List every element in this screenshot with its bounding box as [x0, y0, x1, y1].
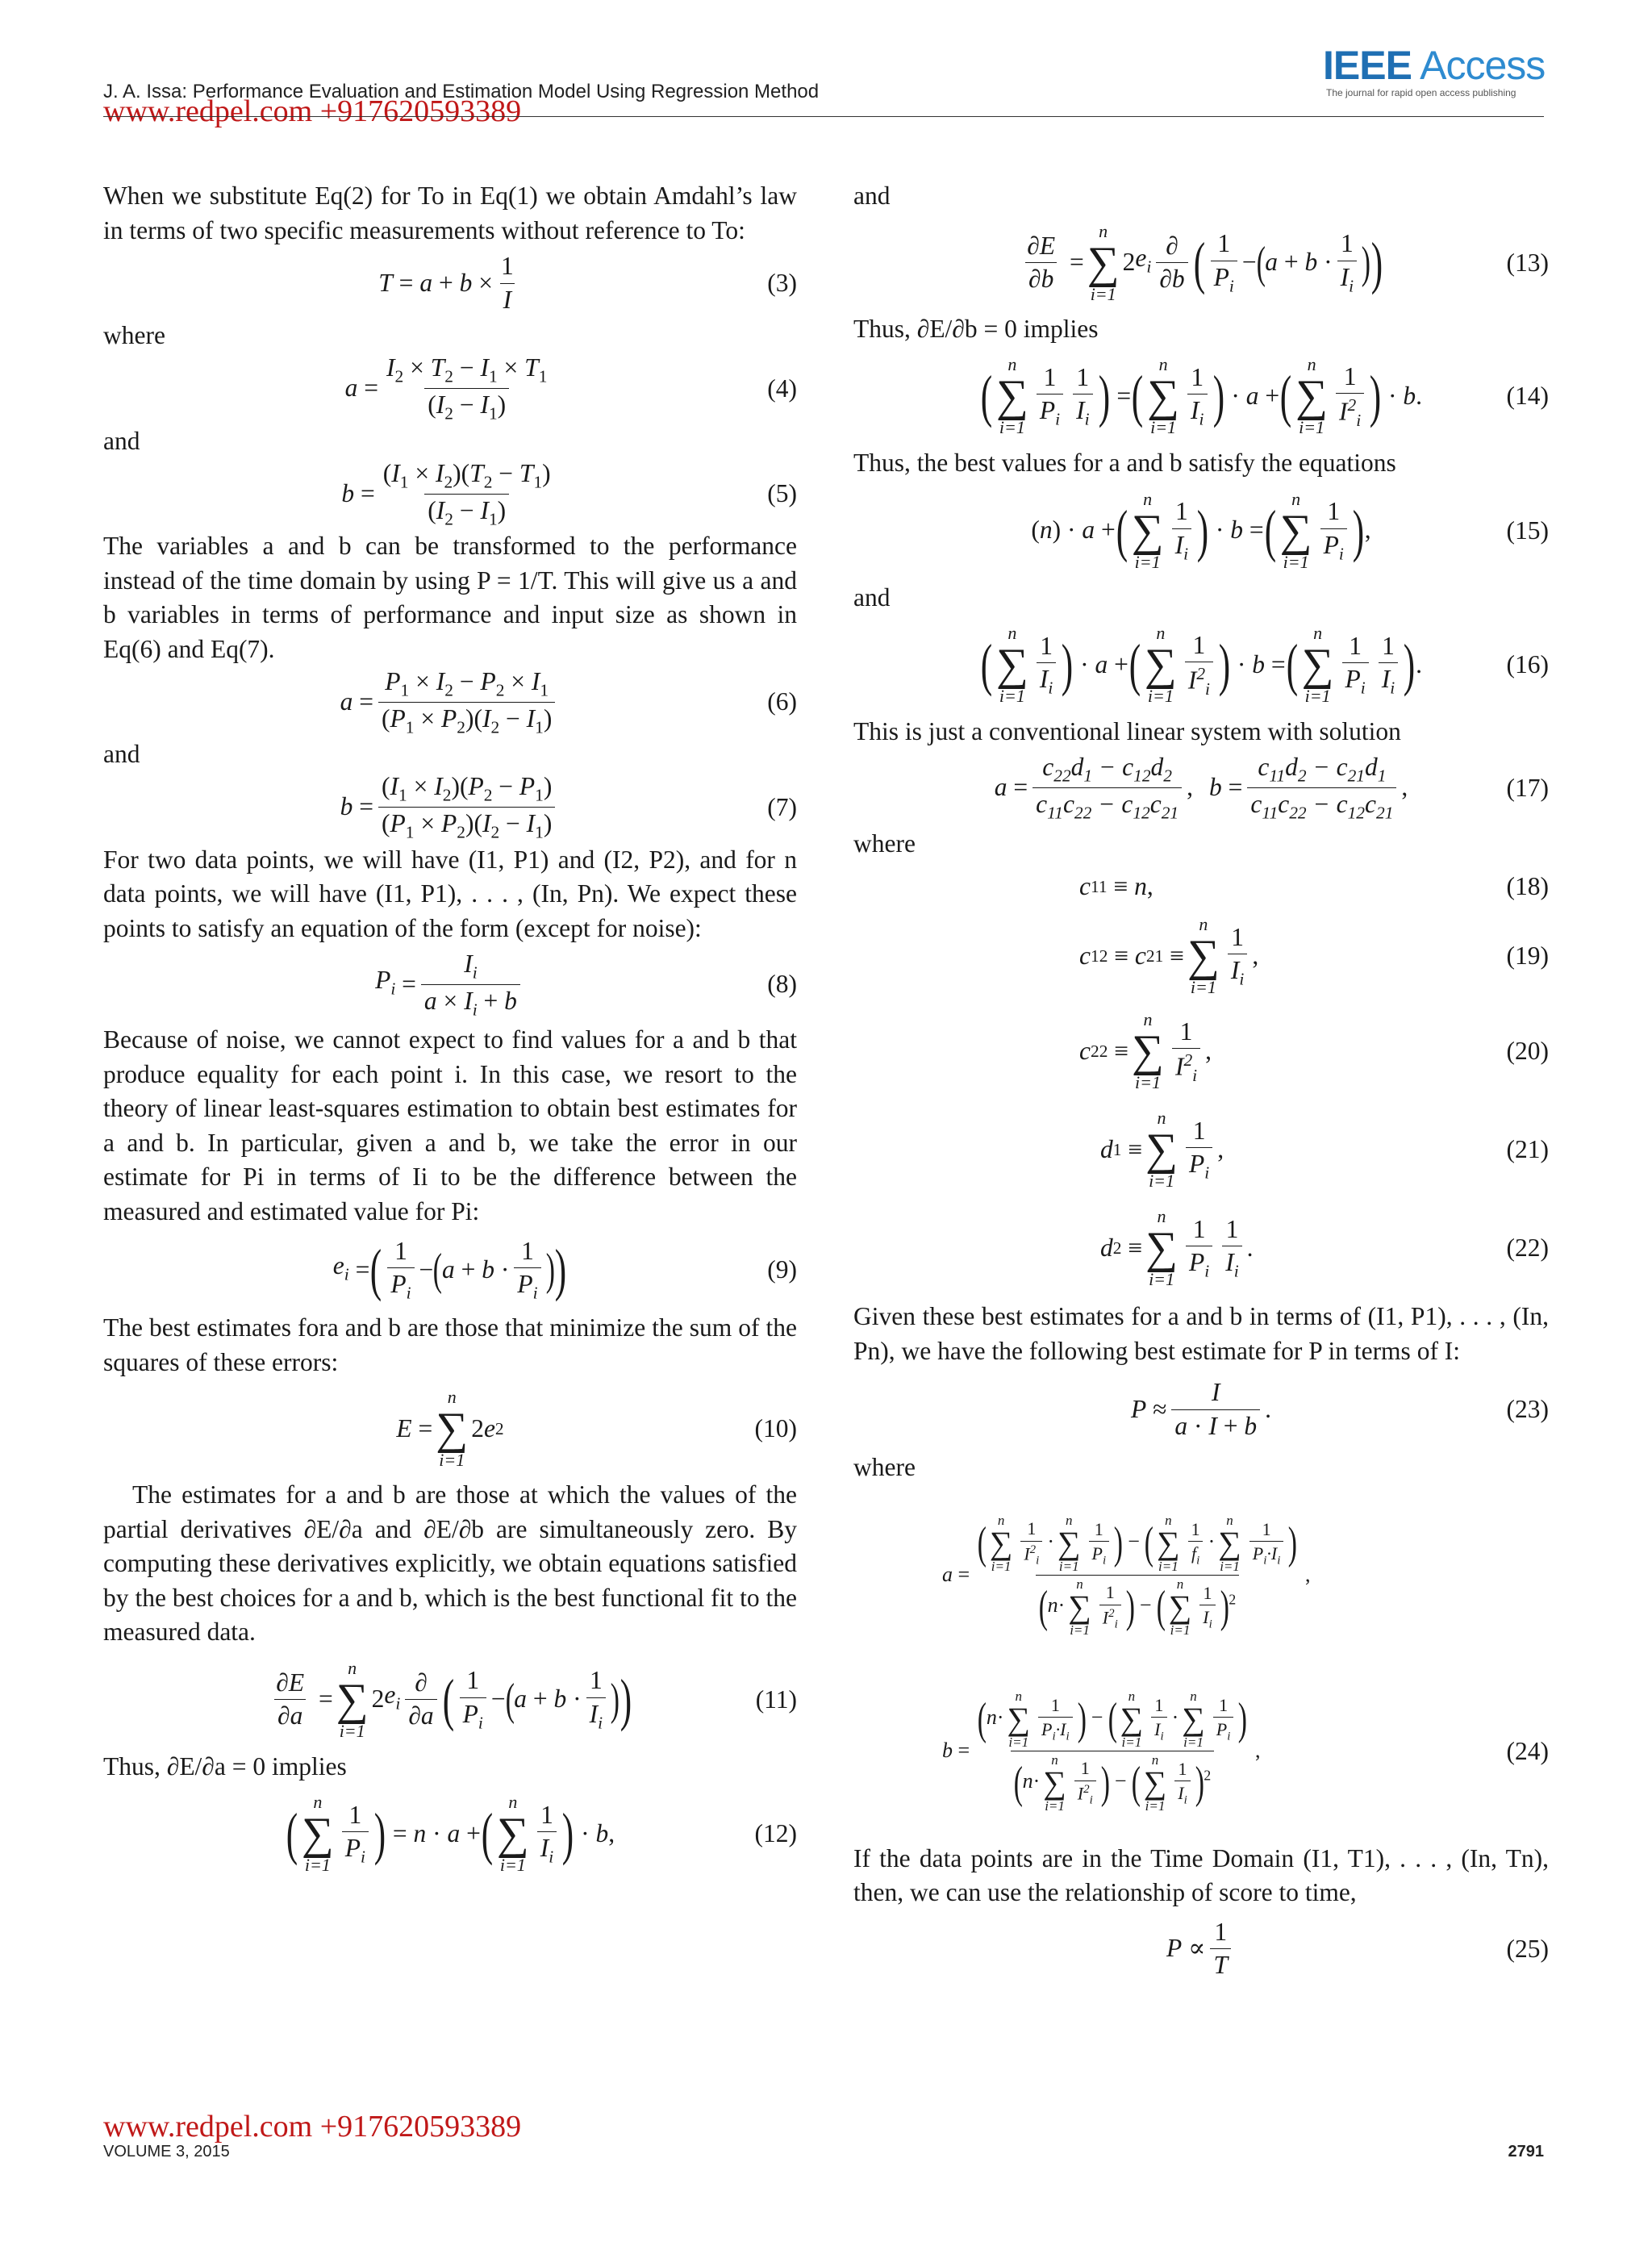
equation-24-b: b = (n· n ∑ i=1 $\frac{1}{P_i\cdot I_i}$ ) − ( n ∑ i=1 $\frac{1}{I_i}$ · n ∑ i=1 $\frac{1}{P_i}$ ) (n· n ∑ i=1 $\frac{1}{I^2_i}$ ) − ( n ∑ i=1 $\frac{1}{I_i}$ )$^2$ , (24): [942, 1689, 1549, 1814]
where-label: where: [103, 321, 165, 349]
paragraph: When we substitute Eq(2) for To in Eq(1) we obtain Amdahl’s law in terms of two specific measurements without reference to To:: [103, 182, 797, 244]
paragraph: Thus, the best values for a and b satisfy the equations: [853, 449, 1396, 477]
and-label: and: [853, 182, 891, 210]
equation-number: (9): [767, 1255, 797, 1284]
equation-22: d 2 ≡ n ∑ i=1 $\frac{1}{P_i}$ $\frac{1}{I_i}$ . (22): [1100, 1206, 1549, 1289]
equation-7: b = $\frac{(I_1 \times I_2)(P_2 - P_1)}{(P_1 \times P_2)(I_2 - I_1)}$ (7): [340, 772, 797, 842]
footer-watermark: www.redpel.com +917620593389: [103, 2110, 522, 2144]
equation-12: ( n ∑ i=1 $\frac{1}{P_i}$ ) = n · a + ( n ∑ i=1 $\frac{1}{I_i}$ ) · b , (12): [286, 1792, 797, 1875]
equation-number: (11): [755, 1684, 797, 1714]
header-watermark: www.redpel.com +917620593389: [103, 94, 522, 128]
equation-21: d 1 ≡ n ∑ i=1 $\frac{1}{P_i}$ , (21): [1100, 1108, 1549, 1191]
equation-number: (12): [754, 1818, 797, 1847]
equation-8: $P_i$ = $\frac{I_i}{a \times I_i + b}$ (8): [375, 949, 797, 1019]
equation-number: (17): [1506, 773, 1549, 802]
logo-tagline: The journal for rapid open access publishing: [1326, 87, 1516, 98]
and-label: and: [103, 740, 140, 768]
and-label: and: [853, 582, 891, 612]
equation-15: ( n ) · a + ( n ∑ i=1 $\frac{1}{I_i}$ ) · b = ( n ∑ i=1 $\frac{1}{P_i}$ ) , (15): [1031, 488, 1549, 572]
paragraph: The best estimates fora and b are those that minimize the sum of the squares of these errors:: [103, 1313, 797, 1376]
equation-20: c 22 ≡ n ∑ i=1 $\frac{1}{I^2_i}$ , (20): [1079, 1009, 1549, 1092]
equation-number: (15): [1506, 516, 1549, 545]
paragraph: Because of noise, we cannot expect to find values for a and b that produce equality for each point i. In this case, we resort to the theory of linear least-squares estimation to obtain best estimates for a and b. In particular, given a and b, we take the error in our estimate for Pi in terms of Ii to be the difference between the measured and estimated value for Pi:: [103, 1025, 797, 1225]
where-label: where: [853, 829, 916, 858]
paragraph: Thus, ∂E/∂a = 0 implies: [103, 1751, 347, 1781]
equation-14: ( n ∑ i=1 $\frac{1}{P_i}$ $\frac{1}{I_i}$ ) = ( n ∑ i=1 $\frac{1}{I_i}$ ) · a + ( n ∑ i=1 $\frac{1}{I^2_i}$ ) · b . (14): [980, 354, 1549, 437]
header-rule: [103, 116, 1544, 117]
equation-number: (25): [1506, 1934, 1549, 1963]
paragraph: Thus, ∂E/∂b = 0 implies: [853, 314, 1099, 343]
equation-number: (21): [1506, 1134, 1549, 1163]
logo-access: Access: [1420, 43, 1546, 88]
equation-6: a = $\frac{P_1 \times I_2 - P_2 \times I_1}{(P_1 \times P_2)(I_2 - I_1)}$ (6): [340, 666, 797, 737]
equation-number: (19): [1506, 941, 1549, 970]
ieee-access-logo: [1323, 42, 1545, 89]
equation-17: a = $\frac{c_{22}d_1 - c_{12}d_2}{c_{11}c_{22} - c_{12}c_{21}}$ , b = $\frac{c_{11}d_2 - c_{21}d_1}{c_{11}c_{22} - c_{12}c_{21}}$ , (17): [994, 753, 1549, 823]
equation-number: (14): [1506, 381, 1549, 410]
equation-24-a: a = ( n ∑ i=1 $\frac{1}{I^2_i}$ · n ∑ i=1 $\frac{1}{P_i}$ ) − ( n ∑ i=1 $\frac{1}{f_i}$ · n ∑ i=1 $\frac{1}{P_i\cdot I_i}$ ) (n· n ∑ i=1 $\frac{1}{I^2_i}$ ) − ( n ∑ i=1 $\frac{1}{I_i}$ )$^2$ ,: [942, 1513, 1311, 1638]
equation-number: (8): [767, 969, 797, 998]
paragraph: The estimates for a and b are those at which the values of the partial derivatives ∂E/∂a and ∂E/∂b are simultaneously zero. By computing these derivatives explicitly, we obtain equations satisfied by the best choices for a and b, which is the best functional fit to the measured data.: [103, 1480, 797, 1646]
equation-4: a = $\frac{I_2 \times T_2 - I_1 \times T_1}{(I_2 - I_1)}$ (4): [344, 353, 797, 424]
paragraph: For two data points, we will have (I1, P1) and (I2, P2), and for n data points, we will have (I1, P1), . . . , (In, Pn). We expect these points to satisfy an equation of the form (except for noise):: [103, 845, 797, 942]
equation-number: (22): [1506, 1233, 1549, 1262]
paragraph: Given these best estimates for a and b in terms of (I1, P1), . . . , (In, Pn), we have the following best estimate for P in terms of I:: [853, 1302, 1549, 1365]
equation-number: (20): [1506, 1036, 1549, 1065]
equation-number: (18): [1506, 871, 1549, 900]
equation-5: b = $\frac{(I_1 \times I_2)(T_2 - T_1)}{(I_2 - I_1)}$ (5): [341, 458, 797, 528]
equation-3: T = a + b × $\frac{1}{I}$ (3): [378, 252, 797, 314]
logo-ieee: IEEE: [1323, 43, 1412, 88]
where-label: where: [853, 1453, 916, 1481]
equation-13: $\frac{\partial E}{\partial b}$ = n ∑ i=1 2 $e_i$ $\frac{\partial}{\partial b}$ ( $\frac{1}{P_i}$ − ( a + b · $\frac{1}{I_i}$ ) ) (13): [853, 219, 1549, 307]
equation-number: (7): [767, 792, 797, 821]
equation-number: (16): [1506, 649, 1549, 678]
equation-19: c 12 ≡ c 21 ≡ n ∑ i=1 $\frac{1}{I_i}$ , (19): [1079, 914, 1549, 997]
equation-18: c 11 ≡ n , (18): [853, 866, 1549, 908]
equation-11: $\frac{\partial E}{\partial a}$ = n ∑ i=1 2 $e_i$ $\frac{\partial}{\partial a}$ ( $\frac{1}{P_i}$ − ( a + b · $\frac{1}{I_i}$ ) ) (11): [103, 1655, 797, 1745]
equation-23: P ≈ $\frac{I}{a \cdot I + b}$ . (23): [1130, 1378, 1549, 1440]
equation-number: (10): [754, 1413, 797, 1442]
left-column: [103, 179, 797, 1884]
and-label: and: [103, 426, 140, 455]
equation-number: (13): [1506, 248, 1549, 277]
equation-number: (23): [1506, 1394, 1549, 1423]
right-column: [853, 179, 1549, 1988]
paragraph: The variables a and b can be transformed to the performance instead of the time domain by using P = 1/T. This will give us a and b variables in terms of performance and input size as shown in Eq(6) and Eq(7).: [103, 532, 797, 663]
equation-number: (4): [767, 374, 797, 403]
paragraph: If the data points are in the Time Domain (I1, T1), . . . , (In, Tn), then, we can use the relationship of score to time,: [853, 1843, 1549, 1906]
equation-number: (5): [767, 478, 797, 507]
equation-number: (3): [767, 268, 797, 297]
equation-16: ( n ∑ i=1 $\frac{1}{I_i}$ ) · a + ( n ∑ i=1 $\frac{1}{I^2_i}$ ) · b = ( n ∑ i=1 $\frac{1}{P_i}$ $\frac{1}{I_i}$ ) . (16): [980, 623, 1549, 706]
equation-10: E = n ∑ i=1 2 e 2 (10): [396, 1387, 797, 1470]
equation-25: P ∝ $\frac{1}{T}$ (25): [1166, 1917, 1549, 1979]
equation-number: (6): [767, 687, 797, 716]
equation-number: (24): [1506, 1736, 1549, 1765]
paragraph: This is just a conventional linear system with solution: [853, 717, 1401, 745]
equation-9: $e_i$ = ( $\frac{1}{P_i}$ − ( a + b · $\frac{1}{P_i}$ ) ) (9): [332, 1236, 797, 1303]
volume-label: VOLUME 3, 2015: [103, 2143, 230, 2160]
page-number: 2791: [1508, 2143, 1544, 2160]
running-head: J. A. Issa: Performance Evaluation and Estimation Model Using Regression Method: [103, 81, 820, 102]
